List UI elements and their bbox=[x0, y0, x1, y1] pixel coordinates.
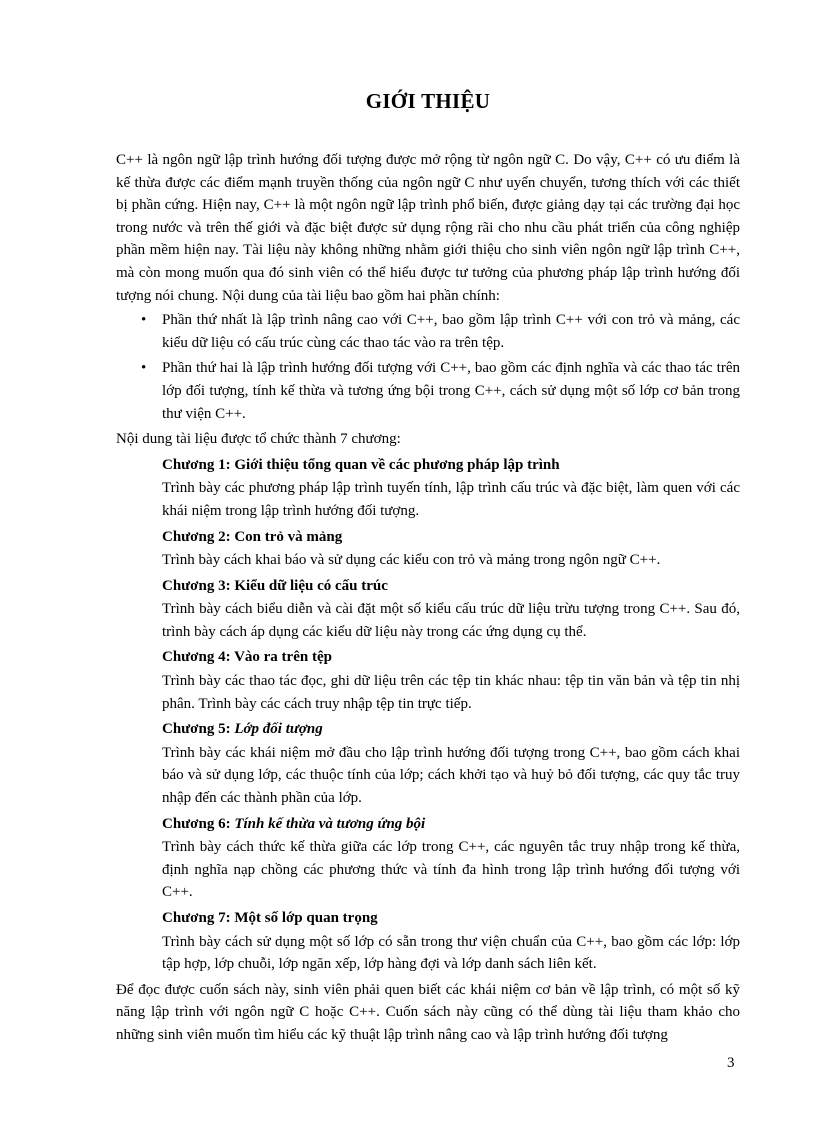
chapter-title bbox=[162, 646, 740, 669]
chapters-lead: Nội dung tài liệu được tổ chức thành 7 chương: bbox=[116, 431, 401, 448]
chapter-name: Vào ra trên tệp bbox=[234, 649, 332, 666]
body-text bbox=[116, 149, 740, 1047]
chapter-name: Tính kế thừa và tương ứng bội bbox=[234, 815, 426, 832]
chapter-label: Chương 5: bbox=[162, 721, 235, 738]
chapter-title bbox=[162, 575, 740, 598]
chapter-name: Giới thiệu tổng quan về các phương pháp lập trình bbox=[234, 456, 560, 473]
chapter-3 bbox=[162, 575, 740, 644]
chapter-7 bbox=[162, 907, 740, 976]
chapter-label: Chương 6: bbox=[162, 815, 235, 832]
chapter-name: Lớp đối tượng bbox=[234, 721, 323, 738]
chapter-label: Chương 1: bbox=[162, 456, 235, 473]
bullet-icon: • bbox=[141, 360, 147, 377]
chapter-label: Chương 2: bbox=[162, 528, 235, 545]
chapter-5 bbox=[162, 718, 740, 809]
chapter-description: Trình bày các thao tác đọc, ghi dữ liệu trên các tệp tin khác nhau: tệp tin văn bản và tệp tin nhị phân. Trình bày các cách truy nhập tệp tin trực tiếp. bbox=[162, 673, 740, 712]
chapter-4 bbox=[162, 646, 740, 715]
chapter-description: Trình bày các khái niệm mở đầu cho lập trình hướng đối tượng trong C++, bao gồm cách khai báo và sử dụng lớp, các thuộc tính của lớp; cách khởi tạo và huỷ bỏ đối tượng, các quy tắc truy nhập đến các thành phần của lớp. bbox=[162, 744, 740, 807]
chapter-name: Con trỏ và mảng bbox=[234, 528, 343, 545]
chapter-title bbox=[162, 907, 740, 930]
chapter-title bbox=[162, 454, 740, 477]
chapter-description: Trình bày cách sử dụng một số lớp có sẵn trong thư viện chuẩn của C++, bao gồm các lớp: lớp tập hợp, lớp chuỗi, lớp ngăn xếp, lớp hàng đợi và lớp danh sách liên kết. bbox=[162, 933, 740, 973]
chapter-label: Chương 7: bbox=[162, 910, 235, 926]
chapter-title bbox=[162, 718, 740, 741]
intro-paragraph: C++ là ngôn ngữ lập trình hướng đối tượng được mở rộng từ ngôn ngữ C. Do vậy, C++ có ưu điểm là kế thừa được các điểm mạnh truyền thống của ngôn ngữ C như uyển chuyển, tương thích với các thiết bị phần cứng. Hiện nay, C++ là một ngôn ngữ lập trình phổ biến, được giảng dạy tại các trường đại học trong nước và trên thế giới và đặc biệt được sử dụng rộng rãi cho nhu cầu phát triển của công nghiệp phần mềm hiện nay. Tài liệu này không những nhằm giới thiệu cho sinh viên ngôn ngữ lập trình C++, mà còn mong muốn qua đó sinh viên có thể hiểu được tư tưởng của phương pháp lập trình hướng đối tượng nói chung. Nội dung của tài liệu bao gồm hai phần chính: bbox=[116, 152, 740, 304]
chapter-name: Kiểu dữ liệu có cấu trúc bbox=[234, 577, 388, 594]
chapter-2 bbox=[162, 526, 740, 572]
bullet-list bbox=[116, 309, 740, 425]
chapter-description: Trình bày các phương pháp lập trình tuyến tính, lập trình cấu trúc và đặc biệt, làm quen với các khái niệm trong lập trình hướng đối tượng. bbox=[162, 480, 740, 519]
chapter-name: Một số lớp quan trọng bbox=[234, 910, 378, 926]
chapter-title bbox=[162, 813, 740, 836]
chapter-description: Trình bày cách khai báo và sử dụng các kiểu con trỏ và mảng trong ngôn ngữ C++. bbox=[162, 552, 661, 569]
page-number: 3 bbox=[727, 1055, 735, 1071]
chapter-6 bbox=[162, 813, 740, 904]
chapter-1 bbox=[162, 454, 740, 523]
bullet-text: Phần thứ hai là lập trình hướng đối tượng với C++, bao gồm các định nghĩa và các thao tác trên lớp đối tượng, tính kế thừa và tương ứng bội trong C++, cách sử dụng một số lớp cơ bản trong thư viện C++. bbox=[162, 360, 740, 422]
chapter-title bbox=[162, 526, 740, 549]
closing-paragraph: Để đọc được cuốn sách này, sinh viên phải quen biết các khái niệm cơ bản về lập trình, có một số kỹ năng lập trình với ngôn ngữ C hoặc C++. Cuốn sách này cũng có thể dùng tài liệu tham khảo cho những sinh viên muốn tìm hiểu các kỹ thuật lập trình nâng cao và lập trình hướng đối tượng bbox=[116, 981, 740, 1043]
chapter-label: Chương 3: bbox=[162, 577, 235, 594]
bullet-text: Phần thứ nhất là lập trình nâng cao với C++, bao gồm lập trình C++ với con trỏ và mảng, các kiểu dữ liệu có cấu trúc cùng các thao tác vào ra trên tệp. bbox=[162, 312, 740, 351]
chapter-label: Chương 4: bbox=[162, 649, 235, 666]
list-item bbox=[141, 309, 740, 354]
bullet-icon: • bbox=[141, 312, 147, 329]
page-title: GIỚI THIỆU bbox=[365, 89, 491, 113]
list-item bbox=[141, 357, 740, 425]
chapter-description: Trình bày cách biểu diễn và cài đặt một số kiểu cấu trúc dữ liệu trừu tượng trong C++. Sau đó, trình bày cách áp dụng các kiểu dữ liệu này trong các ứng dụng cụ thể. bbox=[162, 601, 740, 640]
chapter-list bbox=[116, 454, 740, 976]
chapter-description: Trình bày cách thức kế thừa giữa các lớp trong C++, các nguyên tắc truy nhập trong kế thừa, định nghĩa nạp chồng các phương thức và tính đa hình trong lập trình hướng đối tượng với C++. bbox=[162, 839, 740, 901]
